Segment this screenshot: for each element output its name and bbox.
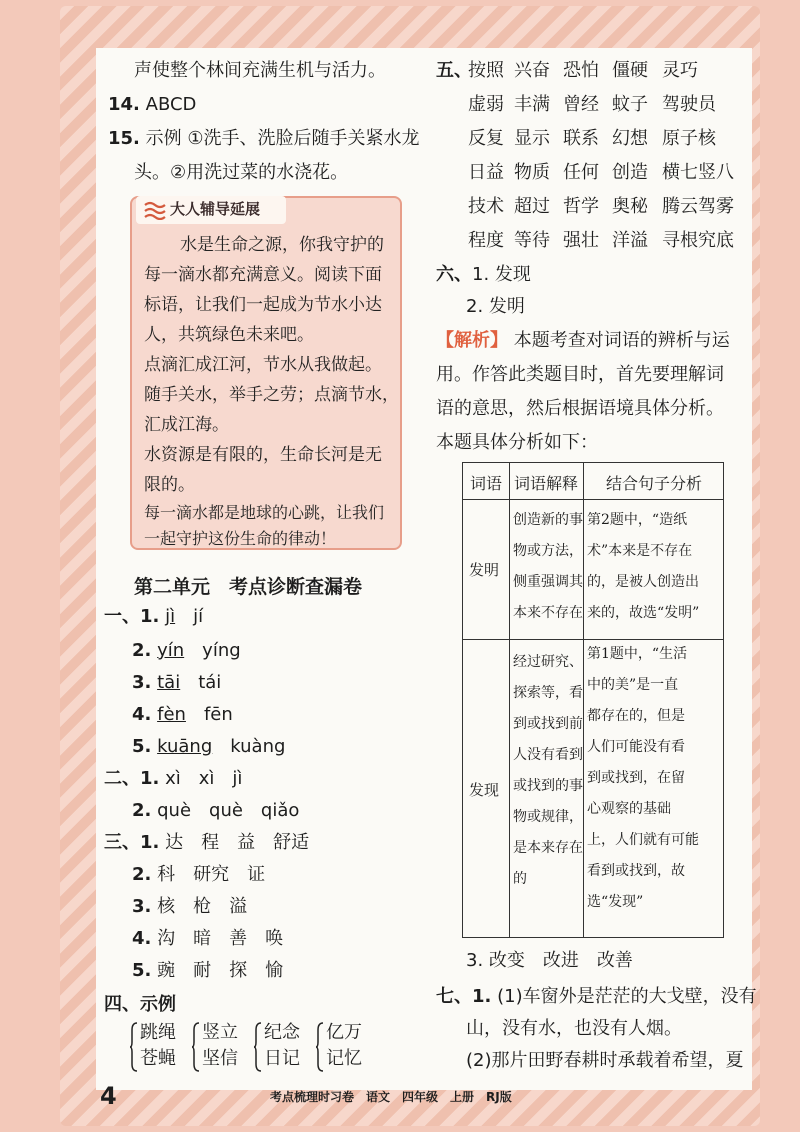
s6-item-3: 3. 改变 改进 改善 — [466, 950, 633, 971]
parent-tip-box — [130, 196, 402, 550]
s3-item-2: 2. 科 研究 证 — [132, 864, 266, 885]
s5-word: 物质 — [514, 162, 550, 183]
s3-item-3: 3. 核 枪 溢 — [132, 896, 248, 917]
s5-word: 蚊子 — [612, 94, 648, 115]
tip-line: 水是生命之源，你我守护的 — [180, 235, 384, 255]
s5-word: 兴奋 — [514, 60, 550, 81]
s4-label: 四、示例 — [104, 994, 176, 1015]
tip-line: 一起守护这份生命的律动！ — [144, 529, 337, 548]
s5-word: 横七竖八 — [662, 162, 734, 183]
s3-item-5: 5. 豌 耐 探 愉 — [132, 960, 284, 981]
s5-word: 曾经 — [563, 94, 599, 115]
s6-item-2: 2. 发明 — [466, 296, 525, 317]
table-header: 词语 — [469, 474, 502, 493]
s5-word: 洋溢 — [612, 230, 648, 251]
s5-word: 奥秘 — [612, 196, 648, 217]
tip-line: 随手关水，举手之劳；点滴节水， — [144, 385, 399, 405]
brace-icon — [254, 1022, 262, 1072]
s5-word: 灵巧 — [662, 60, 698, 81]
s6-item-1: 六、1. 发现 — [436, 264, 531, 285]
unit-title: 第二单元 考点诊断查漏卷 — [134, 576, 363, 598]
page-number: 4 — [100, 1082, 117, 1110]
s5-word: 反复 — [468, 128, 504, 149]
s5-word: 腾云驾雾 — [662, 196, 734, 217]
table-cell-word: 发明 — [469, 561, 500, 579]
s5-word: 超过 — [514, 196, 550, 217]
table-header: 词语解释 — [513, 474, 578, 493]
tip-line: 每一滴水都充满意义。阅读下面 — [144, 265, 382, 285]
s5-word: 寻根究底 — [662, 230, 734, 251]
s2-item-1: 二、1. xì xì jì — [104, 768, 243, 789]
tip-line: 汇成江海。 — [144, 415, 229, 435]
brace-icon — [316, 1022, 324, 1072]
question-14: 14. ABCD — [108, 94, 197, 115]
tip-line: 人，共筑绿色未来吧。 — [144, 325, 314, 345]
table-cell-explain: 经过研究、 探索等，看 到或找到前 人没有看到 或找到的事 物或规律， 是本来存在 的 — [513, 654, 583, 887]
s5-word: 任何 — [563, 162, 599, 183]
analysis-line-3: 语的意思，然后根据语境具体分析。 — [436, 398, 724, 419]
analysis-line-2: 用。作答此类题目时，首先要理解词 — [436, 364, 724, 385]
s3-item-1: 三、1. 达 程 益 舒适 — [104, 832, 310, 853]
tip-header — [136, 196, 286, 224]
waves-icon — [144, 200, 166, 220]
s5-word: 虚弱 — [468, 94, 504, 115]
brace-icon — [130, 1022, 138, 1072]
analysis-table — [462, 462, 724, 938]
s1-item-4: 4. fèn fēn — [132, 704, 233, 725]
s5-word: 联系 — [563, 128, 599, 149]
s5-word: 创造 — [612, 162, 648, 183]
s5-word: 恐怕 — [563, 60, 599, 81]
s5-word: 程度 — [468, 230, 504, 251]
tip-line: 水资源是有限的，生命长河是无 — [144, 445, 382, 465]
table-cell-analysis: 第2题中，“造纸 术”本来是不存在 的，是被人创造出 来的，故选“发明” — [587, 512, 700, 621]
s5-word: 按照 — [468, 60, 504, 81]
s1-item-5: 5. kuāng kuàng — [132, 736, 286, 757]
tip-line: 标语，让我们一起成为节水小达 — [144, 295, 382, 315]
footer-text: 考点梳理时习卷 语文 四年级 上册 RJ版 — [270, 1090, 512, 1104]
s5-word: 显示 — [514, 128, 550, 149]
s5-word: 驾驶员 — [662, 94, 716, 115]
s7-line-2: 山，没有水，也没有人烟。 — [466, 1018, 682, 1039]
brace-icon — [192, 1022, 200, 1072]
s5-word: 日益 — [468, 162, 504, 183]
s5-word: 幻想 — [612, 128, 648, 149]
tip-title: 大人辅导延展 — [170, 200, 261, 218]
question-15-line2: 头。②用洗过菜的水浇花。 — [134, 162, 349, 183]
s5-word: 丰满 — [514, 94, 550, 115]
s5-word: 强壮 — [563, 230, 599, 251]
analysis-line-4: 本题具体分析如下： — [436, 432, 598, 453]
s5-label: 五、 — [436, 60, 472, 81]
s5-word: 等待 — [514, 230, 550, 251]
s3-item-4: 4. 沟 暗 善 唤 — [132, 928, 284, 949]
s7-line-1: 七、1. (1)车窗外是茫茫的大戈壁，没有 — [436, 986, 757, 1007]
s5-word: 技术 — [468, 196, 504, 217]
analysis-tag: 【解析】 — [436, 330, 508, 351]
s1-item-3: 3. tāi tái — [132, 672, 222, 693]
tip-line: 限的。 — [144, 475, 195, 495]
s7-line-3: (2)那片田野春耕时承载着希望，夏 — [466, 1050, 744, 1071]
table-header: 结合句子分析 — [605, 474, 702, 493]
table-cell-word: 发现 — [469, 781, 500, 799]
continued-text: 声使整个林间充满生机与活力。 — [134, 60, 386, 81]
tip-line: 每一滴水都是地球的心跳，让我们 — [144, 503, 385, 522]
question-15-line1: 15. 示例 ①洗手、洗脸后随手关紧水龙 — [108, 128, 420, 149]
s5-word: 原子核 — [662, 128, 716, 149]
table-cell-explain: 创造新的事 物或方法， 侧重强调其 本来不存在 — [513, 512, 583, 621]
analysis-line-1: 【解析】 本题考查对词语的辨析与运 — [436, 330, 730, 351]
s1-item-1: 一、1. jì jí — [104, 606, 204, 627]
s5-word: 哲学 — [563, 196, 599, 217]
tip-line: 点滴汇成江河，节水从我做起。 — [144, 355, 382, 375]
table-cell-analysis: 第1题中，“生活 中的美”是一直 都存在的，但是 人们可能没有看 到或找到，在留 心观察的基础 上，人们就有可能 看到或找到，故 选“发现” — [587, 646, 699, 910]
s2-item-2: 2. què què qiǎo — [132, 800, 300, 821]
s5-word: 僵硬 — [612, 60, 648, 81]
s1-item-2: 2. yín yíng — [132, 640, 241, 661]
